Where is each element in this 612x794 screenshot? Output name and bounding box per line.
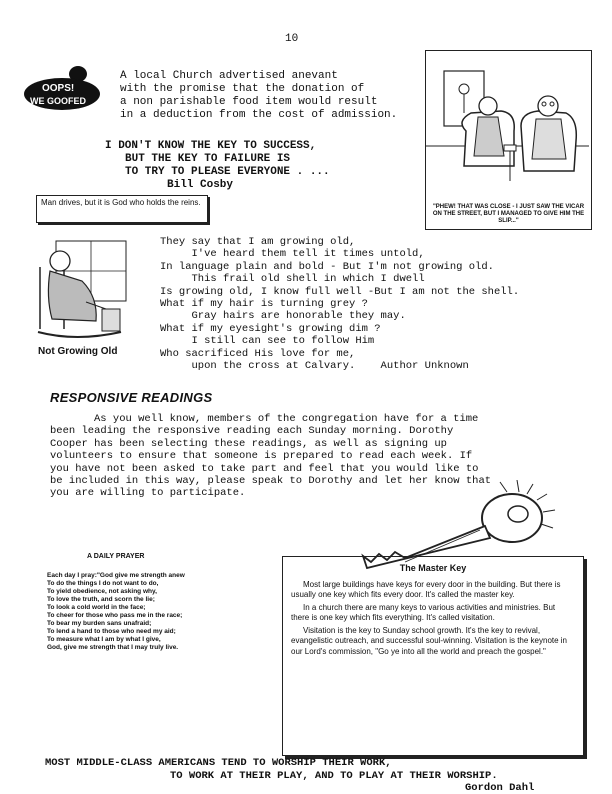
ad-line: with the promise that the donation of (120, 83, 365, 95)
poem-line: Gray hairs are honorable they may. (160, 310, 406, 323)
readings-line: be included in this way, please speak to Dorothy and let her know that (50, 475, 492, 488)
ad-line: a non parishable food item would result (120, 96, 378, 108)
readings-line: volunteers to ensure that someone is prepared to read each week. If (50, 450, 473, 463)
prayer-line: God, give me strength that I may truly live. (47, 644, 179, 651)
readings-line: As you well know, members of the congregation have for a time (94, 413, 479, 425)
poem-line: upon the cross at Calvary. Author Unknown (160, 360, 469, 373)
prayer-line: To lend a hand to those who need my aid; (47, 628, 176, 635)
responsive-readings-heading: RESPONSIVE READINGS (50, 390, 213, 405)
oops-we-goofed-logo (22, 60, 110, 115)
prayer-line: To yield obedience, not asking why, (47, 588, 157, 595)
poem-line: This frail old shell in which I dwell (160, 273, 425, 286)
poem-line: Is growing old, I know full well -But I am not the shell. (160, 285, 520, 298)
readings-line: you have not been asked to take part and feel that you would like to (50, 462, 479, 475)
quote-attribution: Bill Cosby (167, 179, 234, 191)
quote-line: I DON'T KNOW THE KEY TO SUCCESS, (105, 140, 317, 152)
poem-line: They say that I am growing old, (160, 236, 356, 248)
worship-quote-attribution: Gordon Dahl (465, 782, 535, 794)
boxed-quote: Man drives, but it is God who holds the reins. (36, 195, 208, 223)
prayer-line: Each day I pray:"God give me strength anew (47, 572, 185, 579)
readings-line: been leading the responsive reading each Sunday morning. Dorothy (50, 425, 454, 438)
master-key-box (282, 556, 584, 756)
grandma-rocking-chair-illustration (26, 237, 136, 342)
poem-line: In language plain and bold - But I'm not growing old. (160, 260, 494, 273)
readings-line: Cooper has been selecting these readings, as well as signing up (50, 437, 447, 450)
master-key-paragraph: Visitation is the key to Sunday school growth. It's the key to revival, evangelistic outreach, and successful soul-winning. Visitation is the keynote in our Lord's commission, "Go ye into all the world and preach the gospel." (291, 625, 568, 656)
prayer-line: To do the things I do not want to do, (47, 580, 159, 587)
worship-quote-line: MOST MIDDLE-CLASS AMERICANS TEND TO WORSHIP THEIR WORK, (45, 757, 392, 769)
master-key-paragraph: Most large buildings have keys for every door in the building. But there is usually one key which fits every door. It's called the master key. (291, 579, 561, 599)
poem-line: What if my eyesight's growing dim ? (160, 322, 381, 335)
svg-text:OOPS!: OOPS! (42, 83, 75, 94)
svg-text:WE GOOFED: WE GOOFED (30, 96, 86, 106)
daily-prayer-title: A DAILY PRAYER (87, 553, 145, 560)
grandma-caption: Not Growing Old (38, 346, 118, 357)
master-key-paragraph: In a church there are many keys to various activities and ministries. But there is one key which fits everything. It's called visitation. (291, 602, 556, 622)
cartoon-drawing (426, 51, 589, 201)
prayer-line: To look a cold world in the face; (47, 604, 146, 611)
prayer-line: To measure what I am by what I give, (47, 636, 161, 643)
bill-cosby-quote (105, 140, 330, 192)
poem-line: I still can see to follow Him (160, 335, 375, 348)
master-key-title: The Master Key (399, 563, 467, 573)
cartoon-caption: "PHEW! THAT WAS CLOSE - I JUST SAW THE VICAR ON THE STREET, BUT I MANAGED TO GIVE HIM THE SLIP..." (432, 204, 585, 224)
vicar-cartoon (425, 50, 592, 230)
prayer-line: To love the truth, and scorn the lie; (47, 596, 155, 603)
poem-line: What if my hair is turning grey ? (160, 298, 368, 311)
daily-prayer-text (47, 572, 185, 652)
church-ad-joke (120, 70, 397, 122)
ad-line: in a deduction from the cost of admission. (120, 109, 398, 121)
ad-line: A local Church advertised anevant (120, 70, 338, 82)
quote-line: TO TRY TO PLEASE EVERYONE . ... (125, 166, 330, 178)
worship-quote (45, 757, 498, 782)
worship-quote-line: TO WORK AT THEIR PLAY, AND TO PLAY AT THEIR WORSHIP. (170, 769, 498, 782)
not-growing-old-poem (160, 236, 519, 372)
quote-line: BUT THE KEY TO FAILURE IS (125, 153, 291, 165)
page-number: 10 (285, 33, 299, 45)
poem-line: Who sacrificed His love for me, (160, 347, 356, 360)
readings-line: you are willing to participate. (50, 487, 246, 500)
poem-line: I've heard them tell it times untold, (160, 248, 425, 261)
prayer-line: To cheer for those who pass me in the race; (47, 612, 183, 619)
prayer-line: To bear my burden sans unafraid; (47, 620, 152, 627)
